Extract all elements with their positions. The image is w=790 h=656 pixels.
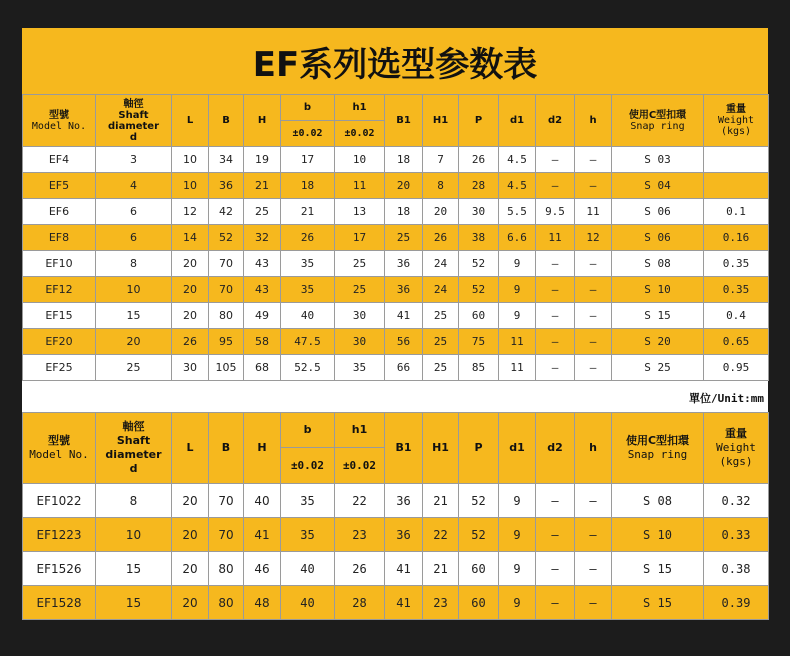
cell-P: 28 bbox=[459, 173, 499, 199]
header-h: h bbox=[575, 95, 612, 147]
cell-P: 60 bbox=[459, 552, 499, 586]
header-h1-tolerance: ±0.02 bbox=[335, 121, 385, 147]
cell-snap-ring: S 08 bbox=[612, 251, 704, 277]
cell-H: 21 bbox=[244, 173, 281, 199]
header-shaft-cn: 軸徑 bbox=[122, 420, 145, 433]
cell-H1: 24 bbox=[423, 251, 459, 277]
cell-H1: 25 bbox=[423, 355, 459, 381]
cell-weight: 0.1 bbox=[704, 199, 769, 225]
header-shaft bbox=[96, 95, 172, 147]
header-H: H bbox=[244, 95, 281, 147]
cell-B1: 18 bbox=[385, 147, 423, 173]
cell-h: – bbox=[575, 277, 612, 303]
cell-shaft-d: 10 bbox=[96, 277, 172, 303]
cell-B: 34 bbox=[209, 147, 244, 173]
header-h1-tolerance: ±0.02 bbox=[335, 448, 385, 484]
cell-snap-ring: S 20 bbox=[612, 329, 704, 355]
table-row bbox=[23, 251, 769, 277]
cell-b: 26 bbox=[281, 225, 335, 251]
cell-h: – bbox=[575, 484, 612, 518]
cell-L: 20 bbox=[172, 277, 209, 303]
cell-d1: 11 bbox=[499, 329, 536, 355]
cell-d2: – bbox=[536, 329, 575, 355]
table-row bbox=[23, 173, 769, 199]
cell-snap-ring: S 10 bbox=[612, 277, 704, 303]
table-row bbox=[23, 329, 769, 355]
cell-shaft-d: 6 bbox=[96, 225, 172, 251]
spec-table-body bbox=[23, 484, 769, 620]
cell-d1: 5.5 bbox=[499, 199, 536, 225]
cell-b: 18 bbox=[281, 173, 335, 199]
cell-d2: – bbox=[536, 147, 575, 173]
cell-B1: 36 bbox=[385, 484, 423, 518]
header-P: P bbox=[459, 413, 499, 484]
cell-b: 35 bbox=[281, 518, 335, 552]
cell-H1: 26 bbox=[423, 225, 459, 251]
cell-d2: – bbox=[536, 518, 575, 552]
table-row bbox=[23, 225, 769, 251]
cell-P: 52 bbox=[459, 277, 499, 303]
header-P: P bbox=[459, 95, 499, 147]
cell-d1: 9 bbox=[499, 586, 536, 620]
cell-weight: 0.38 bbox=[704, 552, 769, 586]
cell-P: 52 bbox=[459, 484, 499, 518]
cell-weight: 0.32 bbox=[704, 484, 769, 518]
cell-d1: 9 bbox=[499, 277, 536, 303]
header-weight-cn: 重量 bbox=[726, 104, 746, 115]
cell-h: – bbox=[575, 147, 612, 173]
cell-snap-ring: S 04 bbox=[612, 173, 704, 199]
header-b: b bbox=[281, 413, 335, 448]
cell-d2: – bbox=[536, 173, 575, 199]
cell-model: EF1223 bbox=[23, 518, 96, 552]
spec-table-body bbox=[23, 147, 769, 381]
cell-B: 70 bbox=[209, 251, 244, 277]
cell-weight: 0.35 bbox=[704, 277, 769, 303]
cell-d1: 11 bbox=[499, 355, 536, 381]
cell-snap-ring: S 25 bbox=[612, 355, 704, 381]
cell-H: 68 bbox=[244, 355, 281, 381]
cell-weight: 0.35 bbox=[704, 251, 769, 277]
header-snap-ring bbox=[612, 413, 704, 484]
header-L: L bbox=[172, 95, 209, 147]
cell-h: – bbox=[575, 586, 612, 620]
cell-h: 12 bbox=[575, 225, 612, 251]
cell-h1: 30 bbox=[335, 303, 385, 329]
cell-H1: 20 bbox=[423, 199, 459, 225]
cell-h1: 25 bbox=[335, 277, 385, 303]
cell-shaft-d: 8 bbox=[96, 251, 172, 277]
header-weight bbox=[704, 413, 769, 484]
cell-H: 32 bbox=[244, 225, 281, 251]
cell-B: 70 bbox=[209, 277, 244, 303]
cell-d2: – bbox=[536, 484, 575, 518]
cell-B1: 25 bbox=[385, 225, 423, 251]
cell-d2: – bbox=[536, 355, 575, 381]
header-weight bbox=[704, 95, 769, 147]
cell-model: EF12 bbox=[23, 277, 96, 303]
cell-d1: 9 bbox=[499, 552, 536, 586]
cell-H: 25 bbox=[244, 199, 281, 225]
cell-H: 40 bbox=[244, 484, 281, 518]
cell-H: 43 bbox=[244, 251, 281, 277]
table-row bbox=[23, 303, 769, 329]
cell-L: 14 bbox=[172, 225, 209, 251]
cell-d1: 9 bbox=[499, 518, 536, 552]
cell-H: 46 bbox=[244, 552, 281, 586]
cell-b: 40 bbox=[281, 552, 335, 586]
spec-sheet bbox=[22, 28, 768, 620]
header-weight-unit: (kgs) bbox=[720, 126, 752, 137]
table-row bbox=[23, 277, 769, 303]
cell-H: 41 bbox=[244, 518, 281, 552]
cell-B: 52 bbox=[209, 225, 244, 251]
cell-P: 75 bbox=[459, 329, 499, 355]
header-model-cn: 型號 bbox=[48, 434, 70, 447]
table-row bbox=[23, 586, 769, 620]
cell-H: 43 bbox=[244, 277, 281, 303]
cell-L: 20 bbox=[172, 552, 209, 586]
cell-h1: 11 bbox=[335, 173, 385, 199]
header-shaft bbox=[96, 413, 172, 484]
page-title: EF系列选型参数表 bbox=[22, 28, 768, 94]
cell-b: 40 bbox=[281, 303, 335, 329]
cell-model: EF20 bbox=[23, 329, 96, 355]
cell-shaft-d: 10 bbox=[96, 518, 172, 552]
cell-B: 80 bbox=[209, 586, 244, 620]
cell-H: 58 bbox=[244, 329, 281, 355]
header-h1: h1 bbox=[335, 95, 385, 121]
cell-h: – bbox=[575, 355, 612, 381]
cell-h1: 17 bbox=[335, 225, 385, 251]
header-B: B bbox=[209, 95, 244, 147]
header-d1: d1 bbox=[499, 413, 536, 484]
cell-model: EF5 bbox=[23, 173, 96, 199]
header-b-tolerance: ±0.02 bbox=[281, 121, 335, 147]
cell-L: 30 bbox=[172, 355, 209, 381]
cell-weight bbox=[704, 173, 769, 199]
cell-shaft-d: 25 bbox=[96, 355, 172, 381]
cell-weight: 0.33 bbox=[704, 518, 769, 552]
cell-b: 35 bbox=[281, 251, 335, 277]
cell-B1: 36 bbox=[385, 518, 423, 552]
header-d2: d2 bbox=[536, 95, 575, 147]
cell-shaft-d: 15 bbox=[96, 586, 172, 620]
cell-d1: 6.6 bbox=[499, 225, 536, 251]
cell-model: EF8 bbox=[23, 225, 96, 251]
header-d1: d1 bbox=[499, 95, 536, 147]
cell-snap-ring: S 06 bbox=[612, 199, 704, 225]
cell-snap-ring: S 15 bbox=[612, 303, 704, 329]
header-weight-unit: (kgs) bbox=[719, 455, 753, 468]
cell-b: 17 bbox=[281, 147, 335, 173]
cell-h: – bbox=[575, 173, 612, 199]
cell-B1: 36 bbox=[385, 251, 423, 277]
cell-snap-ring: S 03 bbox=[612, 147, 704, 173]
cell-H1: 21 bbox=[423, 552, 459, 586]
cell-model: EF15 bbox=[23, 303, 96, 329]
header-B1: B1 bbox=[385, 95, 423, 147]
header-shaft-en: Shaft bbox=[116, 434, 151, 447]
cell-L: 20 bbox=[172, 251, 209, 277]
cell-B: 95 bbox=[209, 329, 244, 355]
cell-model: EF1528 bbox=[23, 586, 96, 620]
cell-d2: – bbox=[536, 251, 575, 277]
header-weight-en: Weight bbox=[716, 441, 756, 454]
header-H: H bbox=[244, 413, 281, 484]
cell-shaft-d: 8 bbox=[96, 484, 172, 518]
cell-model: EF1022 bbox=[23, 484, 96, 518]
cell-H1: 8 bbox=[423, 173, 459, 199]
cell-P: 30 bbox=[459, 199, 499, 225]
cell-d1: 9 bbox=[499, 303, 536, 329]
cell-H: 48 bbox=[244, 586, 281, 620]
cell-P: 60 bbox=[459, 303, 499, 329]
cell-weight: 0.95 bbox=[704, 355, 769, 381]
cell-P: 52 bbox=[459, 518, 499, 552]
cell-shaft-d: 15 bbox=[96, 303, 172, 329]
header-shaft-symbol: d bbox=[129, 462, 138, 475]
cell-B1: 56 bbox=[385, 329, 423, 355]
table-row bbox=[23, 355, 769, 381]
cell-h: – bbox=[575, 518, 612, 552]
header-snap-cn: 使用C型扣環 bbox=[628, 109, 687, 121]
cell-P: 26 bbox=[459, 147, 499, 173]
header-shaft-cn: 軸徑 bbox=[123, 98, 144, 110]
cell-B: 70 bbox=[209, 518, 244, 552]
cell-H1: 25 bbox=[423, 329, 459, 355]
cell-H1: 25 bbox=[423, 303, 459, 329]
cell-P: 38 bbox=[459, 225, 499, 251]
cell-L: 20 bbox=[172, 484, 209, 518]
table-row bbox=[23, 518, 769, 552]
cell-P: 85 bbox=[459, 355, 499, 381]
header-shaft-en: Shaft bbox=[118, 109, 149, 121]
cell-model: EF1526 bbox=[23, 552, 96, 586]
header-shaft-en2: diameter bbox=[105, 448, 162, 461]
cell-L: 12 bbox=[172, 199, 209, 225]
table-row bbox=[23, 199, 769, 225]
cell-h: – bbox=[575, 552, 612, 586]
cell-h1: 25 bbox=[335, 251, 385, 277]
cell-snap-ring: S 15 bbox=[612, 586, 704, 620]
header-shaft-en2: diameter bbox=[107, 120, 160, 132]
header-shaft-symbol: d bbox=[129, 131, 138, 143]
cell-shaft-d: 6 bbox=[96, 199, 172, 225]
cell-shaft-d: 4 bbox=[96, 173, 172, 199]
cell-d1: 9 bbox=[499, 251, 536, 277]
cell-L: 10 bbox=[172, 147, 209, 173]
cell-B1: 36 bbox=[385, 277, 423, 303]
header-B: B bbox=[209, 413, 244, 484]
cell-B1: 41 bbox=[385, 586, 423, 620]
cell-h1: 22 bbox=[335, 484, 385, 518]
header-model-cn: 型號 bbox=[49, 109, 69, 121]
cell-d2: 11 bbox=[536, 225, 575, 251]
cell-h: – bbox=[575, 329, 612, 355]
cell-B: 80 bbox=[209, 552, 244, 586]
cell-B: 36 bbox=[209, 173, 244, 199]
header-L: L bbox=[172, 413, 209, 484]
header-snap-en: Snap ring bbox=[630, 120, 685, 132]
cell-b: 21 bbox=[281, 199, 335, 225]
cell-b: 35 bbox=[281, 484, 335, 518]
cell-h1: 35 bbox=[335, 355, 385, 381]
cell-b: 40 bbox=[281, 586, 335, 620]
header-model bbox=[23, 413, 96, 484]
header-model-en: Model No. bbox=[29, 448, 89, 461]
cell-d1: 4.5 bbox=[499, 173, 536, 199]
cell-d2: – bbox=[536, 586, 575, 620]
table-row bbox=[23, 147, 769, 173]
header-weight-cn: 重量 bbox=[725, 427, 747, 440]
header-model bbox=[23, 95, 96, 147]
cell-L: 26 bbox=[172, 329, 209, 355]
table-row bbox=[23, 484, 769, 518]
cell-d2: – bbox=[536, 552, 575, 586]
cell-b: 47.5 bbox=[281, 329, 335, 355]
cell-H1: 23 bbox=[423, 586, 459, 620]
cell-shaft-d: 15 bbox=[96, 552, 172, 586]
cell-H1: 24 bbox=[423, 277, 459, 303]
cell-snap-ring: S 15 bbox=[612, 552, 704, 586]
cell-L: 20 bbox=[172, 518, 209, 552]
cell-weight: 0.16 bbox=[704, 225, 769, 251]
cell-L: 20 bbox=[172, 303, 209, 329]
table-row bbox=[23, 552, 769, 586]
cell-weight: 0.4 bbox=[704, 303, 769, 329]
cell-B: 70 bbox=[209, 484, 244, 518]
cell-b: 35 bbox=[281, 277, 335, 303]
header-H1: H1 bbox=[423, 413, 459, 484]
cell-P: 60 bbox=[459, 586, 499, 620]
header-h1: h1 bbox=[335, 413, 385, 448]
unit-note: 單位/Unit:mm bbox=[22, 386, 768, 412]
header-weight-en: Weight bbox=[717, 115, 755, 126]
cell-h1: 23 bbox=[335, 518, 385, 552]
cell-h1: 13 bbox=[335, 199, 385, 225]
cell-P: 52 bbox=[459, 251, 499, 277]
cell-model: EF4 bbox=[23, 147, 96, 173]
spec-table-ef-extended bbox=[22, 412, 769, 620]
cell-L: 10 bbox=[172, 173, 209, 199]
cell-H: 19 bbox=[244, 147, 281, 173]
cell-d1: 4.5 bbox=[499, 147, 536, 173]
cell-H1: 22 bbox=[423, 518, 459, 552]
cell-weight bbox=[704, 147, 769, 173]
header-B1: B1 bbox=[385, 413, 423, 484]
cell-B1: 66 bbox=[385, 355, 423, 381]
cell-h1: 10 bbox=[335, 147, 385, 173]
header-H1: H1 bbox=[423, 95, 459, 147]
cell-snap-ring: S 10 bbox=[612, 518, 704, 552]
cell-h: – bbox=[575, 303, 612, 329]
cell-weight: 0.39 bbox=[704, 586, 769, 620]
cell-B1: 20 bbox=[385, 173, 423, 199]
header-b-tolerance: ±0.02 bbox=[281, 448, 335, 484]
cell-d2: 9.5 bbox=[536, 199, 575, 225]
header-d2: d2 bbox=[536, 413, 575, 484]
header-model-en: Model No. bbox=[31, 120, 87, 132]
header-snap-cn: 使用C型扣環 bbox=[625, 434, 690, 447]
cell-d2: – bbox=[536, 303, 575, 329]
cell-b: 52.5 bbox=[281, 355, 335, 381]
cell-shaft-d: 3 bbox=[96, 147, 172, 173]
cell-shaft-d: 20 bbox=[96, 329, 172, 355]
cell-B1: 18 bbox=[385, 199, 423, 225]
cell-B: 42 bbox=[209, 199, 244, 225]
cell-h1: 26 bbox=[335, 552, 385, 586]
cell-h: – bbox=[575, 251, 612, 277]
cell-L: 20 bbox=[172, 586, 209, 620]
cell-B1: 41 bbox=[385, 303, 423, 329]
cell-h1: 28 bbox=[335, 586, 385, 620]
header-h: h bbox=[575, 413, 612, 484]
spec-table-ef-series bbox=[22, 94, 769, 381]
cell-d1: 9 bbox=[499, 484, 536, 518]
cell-H: 49 bbox=[244, 303, 281, 329]
cell-B1: 41 bbox=[385, 552, 423, 586]
cell-H1: 7 bbox=[423, 147, 459, 173]
cell-B: 105 bbox=[209, 355, 244, 381]
cell-model: EF25 bbox=[23, 355, 96, 381]
cell-model: EF6 bbox=[23, 199, 96, 225]
cell-B: 80 bbox=[209, 303, 244, 329]
header-b: b bbox=[281, 95, 335, 121]
cell-snap-ring: S 08 bbox=[612, 484, 704, 518]
cell-model: EF10 bbox=[23, 251, 96, 277]
header-snap-en: Snap ring bbox=[627, 448, 688, 461]
cell-h: 11 bbox=[575, 199, 612, 225]
cell-H1: 21 bbox=[423, 484, 459, 518]
cell-h1: 30 bbox=[335, 329, 385, 355]
header-snap-ring bbox=[612, 95, 704, 147]
cell-weight: 0.65 bbox=[704, 329, 769, 355]
cell-snap-ring: S 06 bbox=[612, 225, 704, 251]
cell-d2: – bbox=[536, 277, 575, 303]
